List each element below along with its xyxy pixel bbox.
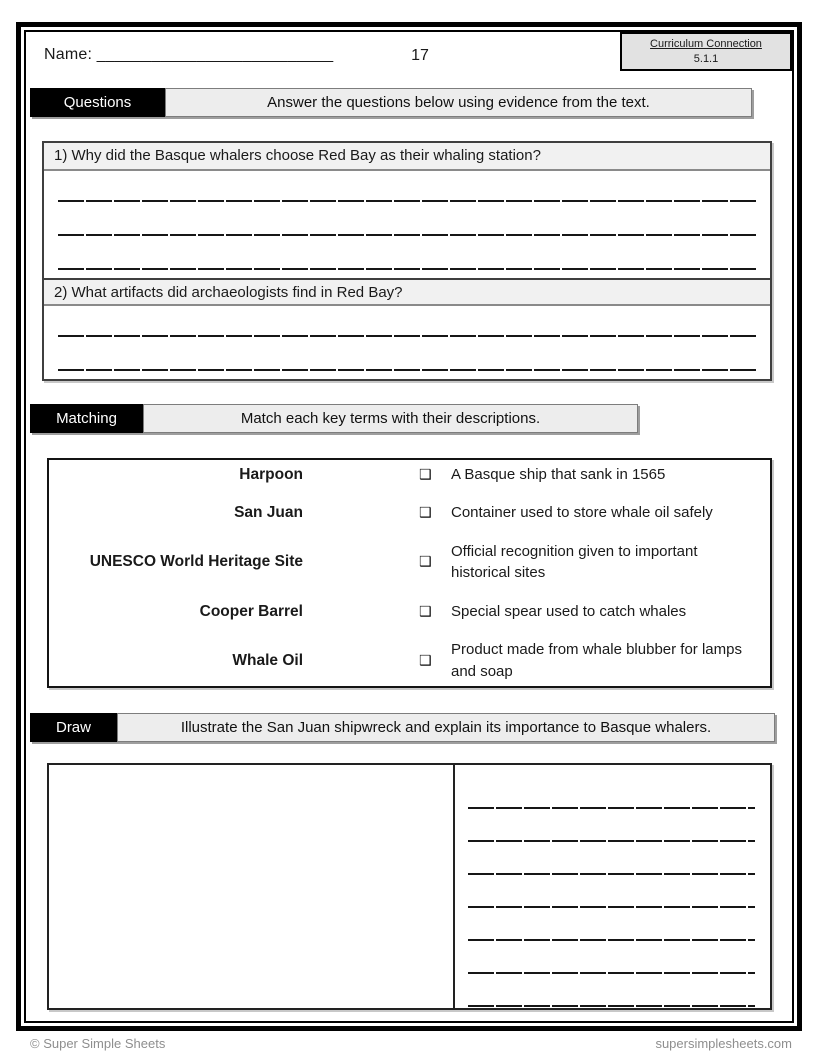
match-row — [49, 639, 770, 682]
question-block-2 — [44, 278, 770, 379]
answer-line[interactable] — [468, 875, 755, 908]
answer-line[interactable] — [468, 908, 755, 941]
answer-line[interactable] — [58, 202, 756, 236]
answer-line[interactable] — [468, 809, 755, 842]
checkbox-icon[interactable]: ❑ — [419, 466, 432, 483]
checkbox-icon[interactable]: ❑ — [419, 603, 432, 620]
matching-section-label: Matching — [30, 404, 143, 433]
draw-section-instruction: Illustrate the San Juan shipwreck and explain its importance to Basque whalers. — [117, 713, 775, 742]
match-description: Special spear used to catch whales — [451, 602, 687, 620]
checkbox-icon[interactable]: ❑ — [419, 554, 432, 571]
question-2-prompt: 2) What artifacts did archaeologists find in Red Bay? — [44, 278, 770, 306]
question-1-prompt: 1) Why did the Basque whalers choose Red Bay as their whaling station? — [44, 143, 770, 171]
match-row — [49, 464, 770, 486]
question-1-answer-area — [44, 171, 770, 278]
page-number: 17 — [411, 47, 429, 64]
name-blank-field[interactable]: __________________________ — [96, 46, 334, 63]
answer-line[interactable] — [468, 941, 755, 974]
curriculum-connection-code: 5.1.1 — [693, 53, 719, 65]
match-description: Product made from whale blubber for lamps and soap — [451, 641, 742, 680]
match-description: A Basque ship that sank in 1565 — [451, 465, 666, 483]
answer-line[interactable] — [58, 171, 756, 202]
matching-box — [47, 458, 772, 688]
curriculum-connection-title: Curriculum Connection — [650, 38, 762, 50]
answer-line[interactable] — [468, 842, 755, 875]
curriculum-connection-box — [620, 32, 792, 71]
name-label: Name: — [44, 46, 93, 63]
questions-section-instruction: Answer the questions below using evidence from the text. — [165, 88, 752, 117]
match-row — [49, 541, 770, 584]
matching-section-instruction: Match each key terms with their descriptions. — [143, 404, 638, 433]
question-2-answer-area — [44, 306, 770, 379]
match-row — [49, 502, 770, 524]
footer-website: supersimplesheets.com — [655, 1036, 792, 1051]
questions-box — [42, 141, 772, 381]
draw-box — [47, 763, 772, 1010]
checkbox-icon[interactable]: ❑ — [419, 505, 432, 521]
footer-copyright: © Super Simple Sheets — [30, 1036, 166, 1051]
questions-section-bar — [30, 88, 752, 117]
checkbox-icon[interactable]: ❑ — [419, 652, 432, 669]
answer-line[interactable] — [58, 337, 756, 371]
answer-line[interactable] — [58, 306, 756, 337]
questions-section-label: Questions — [30, 88, 165, 117]
match-term: Harpoon — [239, 465, 303, 483]
draw-section-label: Draw — [30, 713, 117, 742]
match-description: Official recognition given to important historical sites — [451, 542, 698, 582]
match-term: Cooper Barrel — [199, 602, 303, 620]
match-term: San Juan — [234, 504, 303, 521]
matching-section-bar — [30, 404, 638, 433]
draw-writing-area — [455, 765, 770, 1008]
drawing-area[interactable] — [49, 765, 455, 1008]
match-row — [49, 601, 770, 623]
question-block-1 — [44, 143, 770, 278]
match-term: UNESCO World Heritage Site — [89, 553, 303, 571]
answer-line[interactable] — [468, 779, 755, 809]
draw-section-bar — [30, 713, 775, 742]
answer-line[interactable] — [468, 974, 755, 1007]
match-description: Container used to store whale oil safely — [451, 504, 713, 522]
answer-line[interactable] — [58, 236, 756, 270]
match-term: Whale Oil — [232, 651, 303, 669]
